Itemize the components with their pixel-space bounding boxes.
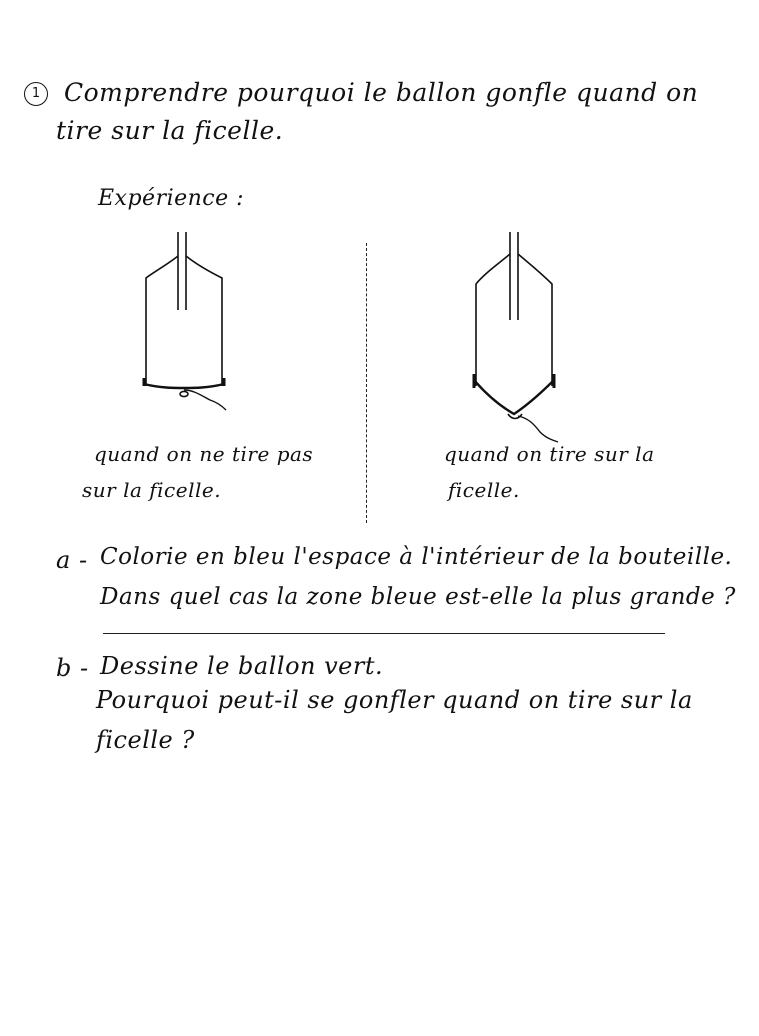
question-a-marker: a -	[56, 546, 88, 574]
exercise-number: 1	[24, 82, 48, 106]
bottle-diagram-not-pulled	[130, 228, 240, 418]
question-b-line2: Pourquoi peut-il se gonfler quand on tire sur la	[96, 686, 693, 714]
caption-pulled-line2: ficelle.	[448, 478, 520, 502]
question-b-marker: b -	[56, 654, 89, 682]
question-a-line2: Dans quel cas la zone bleue est-elle la plus grande ?	[100, 584, 736, 610]
exercise-title-line1: Comprendre pourquoi le ballon gonfle quand on	[64, 78, 699, 107]
experience-heading: Expérience :	[98, 186, 245, 211]
caption-not-pulled-line2: sur la ficelle.	[82, 478, 222, 502]
question-b-line3: ficelle ?	[96, 726, 195, 754]
answer-line	[103, 633, 665, 634]
caption-not-pulled-line1: quand on ne tire pas	[94, 442, 314, 466]
question-a-line1: Colorie en bleu l'espace à l'intérieur de la bouteille.	[100, 544, 733, 570]
caption-pulled-line1: quand on tire sur la	[444, 442, 655, 466]
bottle-diagram-pulled	[462, 228, 582, 448]
question-b-line1: Dessine le ballon vert.	[100, 652, 384, 680]
exercise-title-line2: tire sur la ficelle.	[56, 116, 284, 145]
diagram-divider	[366, 243, 367, 523]
